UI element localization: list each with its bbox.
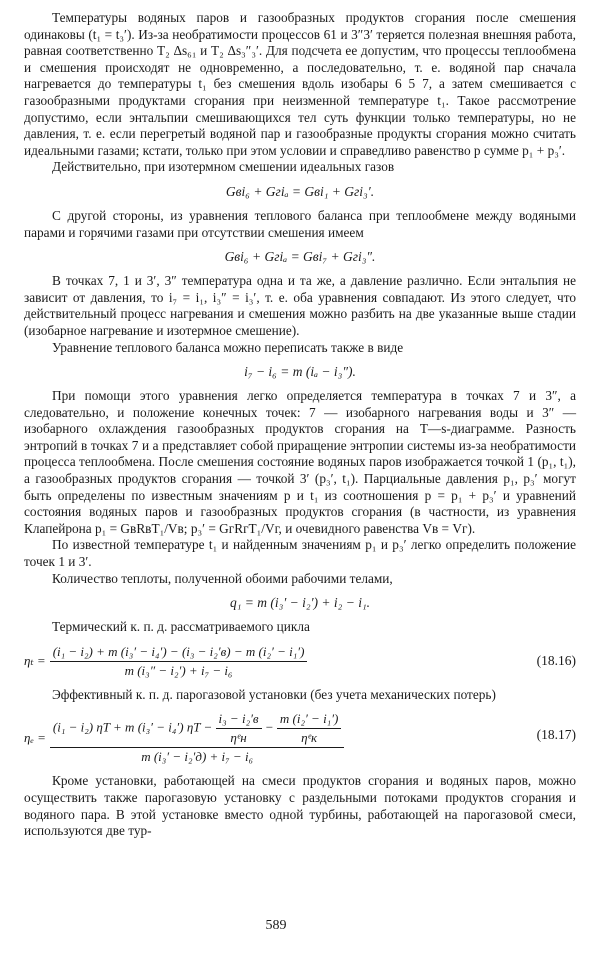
eta-e-symbol: ηₑ = (24, 730, 46, 746)
paragraph: Эффективный к. п. д. парогазовой установки (без учета механических потерь) (52, 686, 496, 702)
inner-numerator: i₃ − i₂′в (216, 711, 262, 729)
inner-fraction (216, 711, 262, 746)
paragraph: В точках 7, 1 и 3′, 3″ температура одна и та же, а давление различно. Если энтальпия не зависит от давления, то i₇ = i₁, i₃″ = i₃′, т. е. оба уравнения совпадают. Из этого следует, что действительный процесс нагревания и смешения можно разбить на две указанные выше стадии (изобарное нагревание и изотермное смешение). (24, 273, 576, 338)
equation: i₇ − i₆ = m (iₐ − i₃″). (244, 364, 356, 380)
eta-t-fraction (50, 644, 308, 679)
page-number: 589 (265, 918, 287, 933)
inner-denominator: ηᵉк (301, 730, 318, 746)
inner-fraction (277, 711, 342, 746)
fraction-denominator: m (i₃″ − i₂′) + i₇ − i₆ (124, 662, 233, 678)
paragraph: По известной температуре t₁ и найденным значениям p₁ и p₃′ легко определить положение точек 1 и 3′. (24, 537, 576, 570)
page-body (24, 10, 576, 840)
paragraph: Температуры водяных паров и газообразных продуктов сгорания после смешения одинаковы (t₁ = t₃′). Из-за необратимости процессов 61 и 3″3′ теряется полезная внешняя работа, равная соответственно T₂ Δs₆₁ и T₂ Δs₃″₃′. Для подсчета ее допустим, что процессы теплообмена и смешения происходят не одновременно, а последовательно, т. е. водяной пар сначала нагревается до температуры t₁ без смешения вдоль изобары 6 5 7, а затем смешивается с газообразными продуктами сгорания при неизменной температуре t₁. Такое рассмотрение допустимо, если энтальпии смешивающихся тел суть функции только температуры, но не давления, т. е. если перегретый водяной пар и газообразные продукты сгорания можно считать идеальными газами; кстати, только при этом условии и справедливо равенство p сумме p₁ + p₃′. (24, 10, 576, 158)
paragraph: Действительно, при изотермном смешении идеальных газов (52, 159, 395, 175)
equation: Gвi₆ + Gгiₐ = Gвi₁ + Gгi₃′. (225, 183, 375, 199)
paragraph: Кроме установки, работающей на смеси продуктов сгорания и водяных паров, можно осуществить также парогазовую установку с раздельными потоками продуктов сгорания и водяного пара. В этой установке вместо одной турбины, работающей на парогазовой смеси, используются две тур- (24, 773, 576, 839)
paragraph: При помощи этого уравнения легко определяется температура в точках 7 и 3″, а следовательно, и положение конечных точек: 7 — изобарного нагревания воды и 3″ — изобарного охлаждения газообразных продуктов сгорания на T—s-диаграмме. Разность энтропий в точках 7 и a представляет собой приращение энтропии системы из-за необратимости процесса теплообмена. После смешения состояние водяных паров изображается точкой 1 (p₁, t₁), а газообразных продуктов сгорания — точкой 3′ (p₃′, t₁). Парциальные давления p₁, p₃′ могут быть определены по известным значениям p и t₁ из соотношения p = p₁ + p₃′ и уравнений состояния водяных паров и газообразных продуктов сгорания (в частности, из уравнения Клапейрона p₁ = GвRвT₁/Vв; p₃′ = GгRгT₁/Vг, и очевидного равенства Vв = Vг). (24, 388, 576, 536)
paragraph: Количество теплоты, полученной обоими рабочими телами, (52, 570, 393, 586)
eta-t-symbol: ηₜ = (24, 653, 46, 669)
inner-denominator: ηᵉн (230, 730, 247, 746)
numerator-terms: (i₁ − i₂) ηT + m (i₃′ − i₄′) ηT − (52, 719, 213, 735)
equation: Gвi₆ + Gгiₐ = Gвi₇ + Gгi₃″. (224, 249, 376, 265)
inner-numerator: m (i₂′ − i₁′) (277, 711, 342, 729)
paragraph: Термический к. п. д. рассматриваемого цикла (52, 619, 310, 635)
equation: q₁ = m (i₃′ − i₂′) + i₂ − i₁. (229, 595, 371, 611)
equation-18-16 (24, 644, 576, 679)
fraction-denominator: m (i₃′ − i₂′д) + i₇ − i₆ (141, 749, 254, 765)
fraction-numerator: (i₁ − i₂) ηT + m (i₃′ − i₄′) ηT − $\frac{\text{i₃ − i₂′в}}{\text{ηᵉн}}$ − $\frac{\text{m (i₂′ − i₁′)}}{\text{ηᵉк}}$ (50, 711, 345, 748)
eta-e-fraction (50, 711, 345, 765)
equation-number: (18.16) (536, 652, 576, 668)
equation-18-17 (24, 711, 576, 765)
equation-number: (18.17) (536, 727, 576, 743)
paragraph: Уравнение теплового баланса можно переписать также в виде (52, 339, 404, 355)
fraction-numerator: (i₁ − i₂) + m (i₃′ − i₄′) − (i₃ − i₂′в) − m (i₂′ − i₁′) (50, 644, 308, 662)
paragraph: С другой стороны, из уравнения теплового баланса при теплообмене между водяными парами и горячими газами при отсутствии смешения имеем (24, 207, 576, 240)
